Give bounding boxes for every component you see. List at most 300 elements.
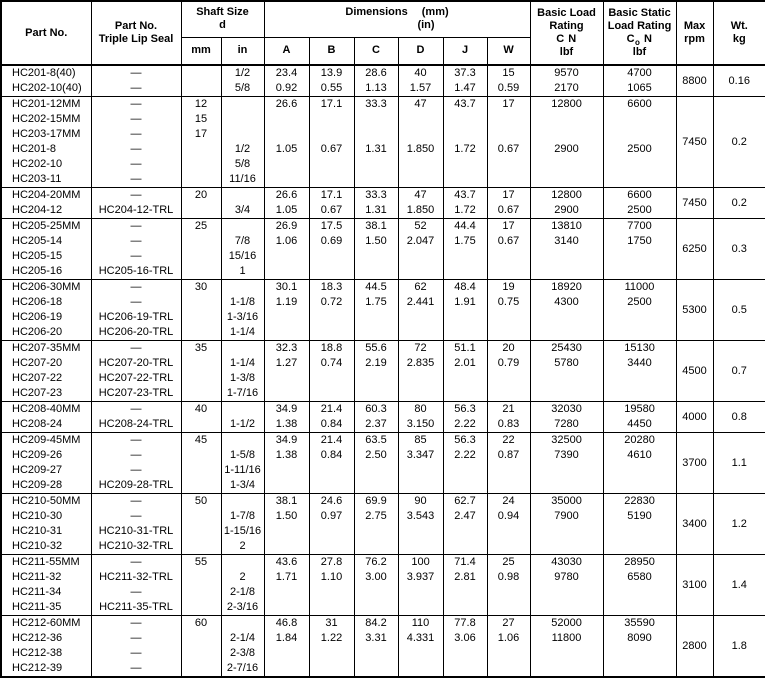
part-group xyxy=(1,555,765,616)
dim-a-in-cell: 1.05 xyxy=(264,203,309,219)
shaft-size-mm-cell: 30 xyxy=(181,280,221,296)
part-no-trl-cell: — xyxy=(91,661,181,677)
dim-w-in-cell: 0.79 xyxy=(487,356,530,402)
dim-d-mm-cell: 90 xyxy=(398,494,443,510)
part-no-cell: HC212-39 xyxy=(1,661,91,677)
table-row xyxy=(1,631,765,646)
header-line: $C_o$ N xyxy=(626,33,653,48)
part-no-cell: HC210-32 xyxy=(1,539,91,555)
part-no-trl-cell: HC206-19-TRL xyxy=(91,310,181,325)
dim-w-in-cell: 0.67 xyxy=(487,142,530,188)
shaft-size-mm-cell xyxy=(181,249,221,264)
dim-a-in-cell: 1.06 xyxy=(264,234,309,280)
shaft-size-in-cell: 1-1/4 xyxy=(221,325,264,341)
table-row xyxy=(1,295,765,310)
dim-a-mm-cell: 46.8 xyxy=(264,616,309,632)
part-no-trl-cell: — xyxy=(91,585,181,600)
part-no-cell: HC205-16 xyxy=(1,264,91,280)
dim-a-in-cell: 1.38 xyxy=(264,448,309,494)
dim-a-in-cell: 1.19 xyxy=(264,295,309,341)
dim-j-in-cell: 2.81 xyxy=(443,570,487,616)
wt-kg-cell: 0.16 xyxy=(713,65,765,97)
shaft-size-mm-cell: 50 xyxy=(181,494,221,510)
dim-d-in-cell: 1.850 xyxy=(398,203,443,219)
dim-b-mm-cell: 17.5 xyxy=(309,219,354,235)
part-no-cell: HC202-15MM xyxy=(1,112,91,127)
dim-w-mm-cell: 17 xyxy=(487,188,530,204)
shaft-size-in-cell: 5/8 xyxy=(221,81,264,97)
header-line: Part No. xyxy=(114,20,158,32)
header-line: kg xyxy=(732,33,746,45)
dim-w-in-cell: 0.59 xyxy=(487,81,530,97)
table-row xyxy=(1,555,765,571)
shaft-size-mm-cell: 17 xyxy=(181,127,221,142)
basic-static-load-rating-n-cell: 22830 xyxy=(603,494,676,510)
header-line: Shaft Size xyxy=(196,6,249,19)
dim-d-mm-cell: 80 xyxy=(398,402,443,418)
dim-j-mm-cell: 56.3 xyxy=(443,402,487,418)
part-no-cell: HC209-28 xyxy=(1,478,91,494)
shaft-size-mm-cell xyxy=(181,478,221,494)
dim-j-mm-cell: 77.8 xyxy=(443,616,487,632)
part-no-trl-cell: HC207-23-TRL xyxy=(91,386,181,402)
part-no-trl-cell: — xyxy=(91,65,181,81)
shaft-size-in-cell: 1-11/16 xyxy=(221,463,264,478)
shaft-size-mm-cell xyxy=(181,81,221,97)
dim-w-in-cell: 0.67 xyxy=(487,203,530,219)
dim-j-mm-cell: 51.1 xyxy=(443,341,487,357)
part-no-trl-cell: — xyxy=(91,172,181,188)
dim-w-in-cell: 0.87 xyxy=(487,448,530,494)
part-no-cell: HC205-25MM xyxy=(1,219,91,235)
header-line: Dimensions (mm) xyxy=(345,6,449,19)
basic-load-rating-n-cell: 25430 xyxy=(530,341,603,357)
basic-static-load-rating-n-cell: 6600 xyxy=(603,97,676,143)
shaft-size-mm-cell xyxy=(181,661,221,677)
basic-static-load-rating-lbf-cell: 2500 xyxy=(603,142,676,188)
shaft-size-mm-cell xyxy=(181,234,221,249)
dim-b-in-cell: 1.22 xyxy=(309,631,354,677)
dim-j-in-cell: 2.22 xyxy=(443,448,487,494)
dim-c-mm-cell: 55.6 xyxy=(354,341,398,357)
basic-static-load-rating-lbf-cell: 1750 xyxy=(603,234,676,280)
basic-static-load-rating-n-cell: 4700 xyxy=(603,65,676,81)
basic-static-load-rating-lbf-cell: 6580 xyxy=(603,570,676,616)
dim-w-mm-cell: 21 xyxy=(487,402,530,418)
shaft-size-mm-cell xyxy=(181,386,221,402)
shaft-size-in-cell: 15/16 xyxy=(221,249,264,264)
dim-j-mm-cell: 37.3 xyxy=(443,65,487,81)
shaft-size-mm-cell xyxy=(181,585,221,600)
dim-b-mm-cell: 27.8 xyxy=(309,555,354,571)
part-no-trl-cell: — xyxy=(91,494,181,510)
wt-kg-cell: 1.2 xyxy=(713,494,765,555)
dim-j-in-cell: 2.47 xyxy=(443,509,487,555)
dim-j-in-cell: 2.22 xyxy=(443,417,487,433)
shaft-size-in-cell: 2 xyxy=(221,570,264,585)
dim-a-mm-cell: 26.6 xyxy=(264,97,309,143)
part-no-trl-cell: — xyxy=(91,509,181,524)
dim-b-in-cell: 0.72 xyxy=(309,295,354,341)
shaft-size-mm-cell: 12 xyxy=(181,97,221,113)
shaft-size-in-cell xyxy=(221,127,264,142)
part-no-cell: HC207-20 xyxy=(1,356,91,371)
table-row xyxy=(1,448,765,463)
header-line: Basic Load xyxy=(537,7,596,19)
basic-static-load-rating-lbf-cell: 4610 xyxy=(603,448,676,494)
dim-c-mm-cell: 33.3 xyxy=(354,188,398,204)
dim-d-in-cell: 2.441 xyxy=(398,295,443,341)
shaft-size-in-cell: 1-1/4 xyxy=(221,356,264,371)
part-no-trl-cell: — xyxy=(91,280,181,296)
part-no-trl-cell: — xyxy=(91,616,181,632)
basic-load-rating-n-cell: 43030 xyxy=(530,555,603,571)
basic-load-rating-lbf-cell: 7900 xyxy=(530,509,603,555)
shaft-size-mm-cell xyxy=(181,325,221,341)
basic-load-rating-n-cell: 12800 xyxy=(530,97,603,143)
dim-b-in-cell: 0.84 xyxy=(309,448,354,494)
col-header-max-rpm xyxy=(676,1,713,65)
dim-b-mm-cell: 18.3 xyxy=(309,280,354,296)
part-no-cell: HC204-12 xyxy=(1,203,91,219)
dim-b-in-cell: 0.67 xyxy=(309,142,354,188)
basic-static-load-rating-lbf-cell: 2500 xyxy=(603,295,676,341)
shaft-size-in-cell xyxy=(221,219,264,235)
dim-d-in-cell: 3.150 xyxy=(398,417,443,433)
dim-j-in-cell: 1.75 xyxy=(443,234,487,280)
part-no-cell: HC205-15 xyxy=(1,249,91,264)
part-no-trl-cell: — xyxy=(91,341,181,357)
basic-load-rating-lbf-cell: 9780 xyxy=(530,570,603,616)
part-no-cell: HC204-20MM xyxy=(1,188,91,204)
part-no-trl-cell: HC211-32-TRL xyxy=(91,570,181,585)
basic-load-rating-lbf-cell: 2900 xyxy=(530,142,603,188)
part-no-trl-cell: — xyxy=(91,402,181,418)
table-row xyxy=(1,81,765,97)
col-header-dim-d: D xyxy=(398,37,443,65)
dim-b-in-cell: 0.97 xyxy=(309,509,354,555)
dim-a-mm-cell: 34.9 xyxy=(264,433,309,449)
shaft-size-in-cell: 1-3/8 xyxy=(221,371,264,386)
header-line: (in) xyxy=(417,19,435,32)
dim-a-mm-cell: 32.3 xyxy=(264,341,309,357)
part-no-trl-cell: — xyxy=(91,81,181,97)
part-no-trl-cell: — xyxy=(91,97,181,113)
shaft-size-in-cell: 1-3/4 xyxy=(221,478,264,494)
dim-a-mm-cell: 38.1 xyxy=(264,494,309,510)
part-no-trl-cell: — xyxy=(91,157,181,172)
table-row xyxy=(1,509,765,524)
part-no-trl-cell: HC211-35-TRL xyxy=(91,600,181,616)
dim-c-in-cell: 1.50 xyxy=(354,234,398,280)
part-no-cell: HC203-11 xyxy=(1,172,91,188)
dim-b-mm-cell: 18.8 xyxy=(309,341,354,357)
shaft-size-mm-cell xyxy=(181,646,221,661)
part-no-cell: HC201-8(40) xyxy=(1,65,91,81)
table-header xyxy=(1,1,765,65)
dim-a-mm-cell: 26.9 xyxy=(264,219,309,235)
shaft-size-in-cell xyxy=(221,402,264,418)
table-row xyxy=(1,65,765,81)
part-group xyxy=(1,616,765,678)
wt-kg-cell: 0.2 xyxy=(713,97,765,188)
shaft-size-in-cell: 1-15/16 xyxy=(221,524,264,539)
header-line: Max xyxy=(683,20,706,32)
dim-a-in-cell: 1.50 xyxy=(264,509,309,555)
shaft-size-mm-cell xyxy=(181,448,221,463)
part-no-cell: HC203-17MM xyxy=(1,127,91,142)
part-group xyxy=(1,280,765,341)
dim-w-mm-cell: 19 xyxy=(487,280,530,296)
part-group xyxy=(1,65,765,97)
max-rpm-cell: 3400 xyxy=(676,494,713,555)
basic-static-load-rating-n-cell: 6600 xyxy=(603,188,676,204)
dim-j-in-cell: 2.01 xyxy=(443,356,487,402)
basic-load-rating-lbf-cell: 5780 xyxy=(530,356,603,402)
shaft-size-mm-cell xyxy=(181,539,221,555)
dim-c-in-cell: 1.31 xyxy=(354,142,398,188)
dim-d-in-cell: 3.543 xyxy=(398,509,443,555)
dim-a-mm-cell: 43.6 xyxy=(264,555,309,571)
col-header-dim-b: B xyxy=(309,37,354,65)
col-header-shaft-size xyxy=(181,1,264,37)
dim-b-in-cell: 0.84 xyxy=(309,417,354,433)
dim-j-in-cell: 1.72 xyxy=(443,142,487,188)
dim-d-in-cell: 3.937 xyxy=(398,570,443,616)
part-no-cell: HC211-35 xyxy=(1,600,91,616)
dim-w-mm-cell: 17 xyxy=(487,219,530,235)
header-line: Load Rating xyxy=(607,20,672,32)
part-no-cell: HC205-14 xyxy=(1,234,91,249)
dim-w-mm-cell: 15 xyxy=(487,65,530,81)
part-no-trl-cell: — xyxy=(91,188,181,204)
col-header-part-no: Part No. xyxy=(1,1,91,65)
header-line: lbf xyxy=(632,46,647,58)
shaft-size-in-cell: 2-1/4 xyxy=(221,631,264,646)
dim-b-in-cell: 0.55 xyxy=(309,81,354,97)
dim-d-mm-cell: 47 xyxy=(398,188,443,204)
col-header-wt xyxy=(713,1,765,65)
max-rpm-cell: 7450 xyxy=(676,188,713,219)
shaft-size-in-cell: 1-5/8 xyxy=(221,448,264,463)
shaft-size-in-cell xyxy=(221,112,264,127)
dim-b-mm-cell: 21.4 xyxy=(309,402,354,418)
dim-c-in-cell: 3.00 xyxy=(354,570,398,616)
dim-c-mm-cell: 76.2 xyxy=(354,555,398,571)
col-header-dim-a: A xyxy=(264,37,309,65)
max-rpm-cell: 5300 xyxy=(676,280,713,341)
max-rpm-cell: 4000 xyxy=(676,402,713,433)
max-rpm-cell: 2800 xyxy=(676,616,713,678)
part-group xyxy=(1,219,765,280)
shaft-size-mm-cell xyxy=(181,524,221,539)
basic-static-load-rating-n-cell: 19580 xyxy=(603,402,676,418)
part-no-cell: HC208-24 xyxy=(1,417,91,433)
wt-kg-cell: 1.1 xyxy=(713,433,765,494)
basic-load-rating-lbf-cell: 7280 xyxy=(530,417,603,433)
dim-d-mm-cell: 62 xyxy=(398,280,443,296)
dim-j-mm-cell: 56.3 xyxy=(443,433,487,449)
table-row xyxy=(1,280,765,296)
dim-d-mm-cell: 85 xyxy=(398,433,443,449)
dim-b-in-cell: 1.10 xyxy=(309,570,354,616)
dim-d-mm-cell: 72 xyxy=(398,341,443,357)
wt-kg-cell: 1.8 xyxy=(713,616,765,678)
basic-load-rating-n-cell: 32500 xyxy=(530,433,603,449)
dim-d-mm-cell: 52 xyxy=(398,219,443,235)
shaft-size-mm-cell xyxy=(181,509,221,524)
part-no-trl-cell: — xyxy=(91,127,181,142)
part-no-trl-cell: HC204-12-TRL xyxy=(91,203,181,219)
part-no-trl-cell: — xyxy=(91,631,181,646)
part-no-cell: HC211-32 xyxy=(1,570,91,585)
shaft-size-mm-cell xyxy=(181,264,221,280)
header-line: Wt. xyxy=(730,20,748,32)
dim-b-mm-cell: 13.9 xyxy=(309,65,354,81)
dim-b-mm-cell: 21.4 xyxy=(309,433,354,449)
dim-j-in-cell: 1.91 xyxy=(443,295,487,341)
basic-load-rating-lbf-cell: 11800 xyxy=(530,631,603,677)
header-line: Basic Static xyxy=(608,7,671,19)
dim-b-mm-cell: 17.1 xyxy=(309,188,354,204)
shaft-size-in-cell: 1/2 xyxy=(221,65,264,81)
basic-load-rating-n-cell: 13810 xyxy=(530,219,603,235)
shaft-size-in-cell: 1/2 xyxy=(221,142,264,157)
dim-w-in-cell: 0.98 xyxy=(487,570,530,616)
dim-c-mm-cell: 60.3 xyxy=(354,402,398,418)
dim-w-in-cell: 0.94 xyxy=(487,509,530,555)
dim-b-in-cell: 0.74 xyxy=(309,356,354,402)
shaft-size-mm-cell xyxy=(181,65,221,81)
dim-j-mm-cell: 43.7 xyxy=(443,97,487,143)
part-no-cell: HC210-31 xyxy=(1,524,91,539)
max-rpm-cell: 8800 xyxy=(676,65,713,97)
col-header-shaft-mm: mm xyxy=(181,37,221,65)
dim-j-in-cell: 3.06 xyxy=(443,631,487,677)
dim-w-mm-cell: 25 xyxy=(487,555,530,571)
shaft-size-mm-cell: 40 xyxy=(181,402,221,418)
table-row xyxy=(1,402,765,418)
basic-load-rating-n-cell: 32030 xyxy=(530,402,603,418)
dim-d-mm-cell: 110 xyxy=(398,616,443,632)
shaft-size-mm-cell: 25 xyxy=(181,219,221,235)
part-no-trl-cell: — xyxy=(91,555,181,571)
dim-d-in-cell: 1.850 xyxy=(398,142,443,188)
shaft-size-mm-cell: 60 xyxy=(181,616,221,632)
dim-a-mm-cell: 34.9 xyxy=(264,402,309,418)
part-no-cell: HC206-20 xyxy=(1,325,91,341)
dim-j-mm-cell: 43.7 xyxy=(443,188,487,204)
shaft-size-in-cell: 3/4 xyxy=(221,203,264,219)
shaft-size-in-cell: 7/8 xyxy=(221,234,264,249)
part-no-trl-cell: HC210-32-TRL xyxy=(91,539,181,555)
dim-c-in-cell: 1.75 xyxy=(354,295,398,341)
shaft-size-mm-cell xyxy=(181,570,221,585)
shaft-size-in-cell: 2 xyxy=(221,539,264,555)
dim-j-in-cell: 1.72 xyxy=(443,203,487,219)
shaft-size-in-cell: 1-7/8 xyxy=(221,509,264,524)
part-no-cell: HC209-27 xyxy=(1,463,91,478)
dim-j-mm-cell: 62.7 xyxy=(443,494,487,510)
dim-a-in-cell: 1.84 xyxy=(264,631,309,677)
dim-c-in-cell: 2.19 xyxy=(354,356,398,402)
col-header-basic-load-rating xyxy=(530,1,603,65)
wt-kg-cell: 1.4 xyxy=(713,555,765,616)
dim-c-mm-cell: 33.3 xyxy=(354,97,398,143)
col-header-dim-w: W xyxy=(487,37,530,65)
dim-d-in-cell: 1.57 xyxy=(398,81,443,97)
dim-w-in-cell: 0.75 xyxy=(487,295,530,341)
part-no-cell: HC209-45MM xyxy=(1,433,91,449)
shaft-size-in-cell xyxy=(221,616,264,632)
part-no-trl-cell: HC205-16-TRL xyxy=(91,264,181,280)
table-row xyxy=(1,494,765,510)
dim-a-in-cell: 1.38 xyxy=(264,417,309,433)
dim-j-mm-cell: 48.4 xyxy=(443,280,487,296)
basic-load-rating-n-cell: 18920 xyxy=(530,280,603,296)
shaft-size-mm-cell xyxy=(181,463,221,478)
shaft-size-in-cell: 1-1/8 xyxy=(221,295,264,310)
shaft-size-in-cell: 1-7/16 xyxy=(221,386,264,402)
part-no-cell: HC206-18 xyxy=(1,295,91,310)
part-no-trl-cell: HC207-20-TRL xyxy=(91,356,181,371)
dim-b-in-cell: 0.69 xyxy=(309,234,354,280)
dim-j-in-cell: 1.47 xyxy=(443,81,487,97)
shaft-size-in-cell xyxy=(221,341,264,357)
dim-d-in-cell: 4.331 xyxy=(398,631,443,677)
part-no-trl-cell: — xyxy=(91,234,181,249)
part-no-trl-cell: — xyxy=(91,463,181,478)
wt-kg-cell: 0.8 xyxy=(713,402,765,433)
shaft-size-mm-cell xyxy=(181,371,221,386)
header-line: rpm xyxy=(684,33,705,45)
dim-b-mm-cell: 17.1 xyxy=(309,97,354,143)
header-line: lbf xyxy=(559,46,574,58)
shaft-size-in-cell xyxy=(221,494,264,510)
part-group xyxy=(1,494,765,555)
dim-d-in-cell: 3.347 xyxy=(398,448,443,494)
part-no-cell: HC201-12MM xyxy=(1,97,91,113)
dim-c-in-cell: 2.37 xyxy=(354,417,398,433)
shaft-size-mm-cell xyxy=(181,417,221,433)
table-row xyxy=(1,97,765,113)
shaft-size-mm-cell xyxy=(181,295,221,310)
basic-static-load-rating-n-cell: 7700 xyxy=(603,219,676,235)
basic-static-load-rating-n-cell: 15130 xyxy=(603,341,676,357)
basic-load-rating-n-cell: 35000 xyxy=(530,494,603,510)
dim-w-mm-cell: 27 xyxy=(487,616,530,632)
table-row xyxy=(1,341,765,357)
header-line: C N xyxy=(556,33,577,45)
shaft-size-mm-cell xyxy=(181,600,221,616)
dim-c-mm-cell: 69.9 xyxy=(354,494,398,510)
part-no-trl-cell: HC209-28-TRL xyxy=(91,478,181,494)
col-header-shaft-in: in xyxy=(221,37,264,65)
basic-load-rating-lbf-cell: 3140 xyxy=(530,234,603,280)
shaft-size-in-cell: 2-3/16 xyxy=(221,600,264,616)
part-no-cell: HC207-23 xyxy=(1,386,91,402)
shaft-size-in-cell: 1 xyxy=(221,264,264,280)
shaft-size-in-cell: 1-1/2 xyxy=(221,417,264,433)
basic-load-rating-n-cell: 9570 xyxy=(530,65,603,81)
dim-a-mm-cell: 23.4 xyxy=(264,65,309,81)
shaft-size-in-cell xyxy=(221,555,264,571)
basic-static-load-rating-lbf-cell: 4450 xyxy=(603,417,676,433)
table-row xyxy=(1,219,765,235)
max-rpm-cell: 3700 xyxy=(676,433,713,494)
dim-d-in-cell: 2.047 xyxy=(398,234,443,280)
shaft-size-mm-cell: 45 xyxy=(181,433,221,449)
